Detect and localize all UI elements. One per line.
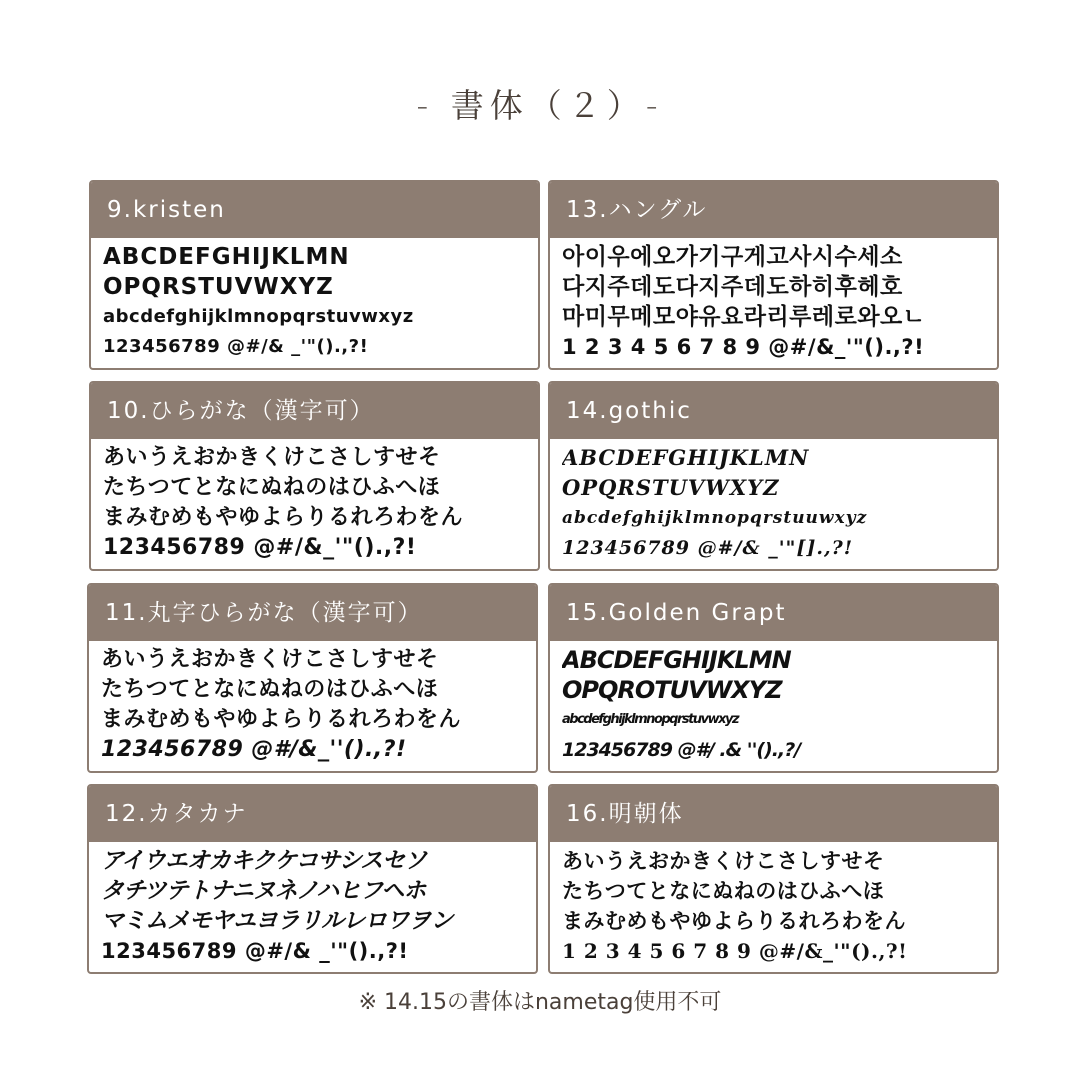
font-card-hangul [548, 180, 999, 370]
sample-line: 123456789 @#/&_'"().,?! [103, 535, 417, 560]
font-card-label: 11.丸字ひらがな（漢字可） [89, 585, 536, 641]
sample-line: 마미무메모야유요라리루레로와오ㄴ [562, 304, 926, 330]
font-card-golden-grapt [548, 583, 999, 773]
sample-line: 123456789 @#/& _'"().,?! [103, 336, 369, 357]
sample-line: あいうえおかきくけこさしすせそ [101, 647, 439, 672]
sample-line: たちつてとなにぬねのはひふへほ [562, 878, 885, 903]
font-card-mincho [548, 784, 999, 974]
sample-line: まみむめもやゆよらりるれろわをん [562, 908, 906, 933]
font-card-label: 9.kristen [91, 182, 538, 238]
font-card-round-hiragana [87, 583, 538, 773]
sample-line: 123456789 @#/&_''().,?! [101, 737, 407, 762]
sample-line: abcdefghijklmnopqrstuvwxyz [562, 712, 739, 727]
sample-line: あいうえおかきくけこさしすせそ [103, 445, 441, 470]
font-card-label: 14.gothic [550, 383, 997, 439]
sample-line: OPQRSTUVWXYZ [562, 475, 780, 500]
sample-line: 123456789 @#/& _'"[].,?! [562, 537, 854, 559]
sample-line: マミムメモヤユヨラリルレロワヲン [101, 908, 453, 934]
sample-line: ABCDEFGHIJKLMN [562, 646, 791, 674]
sample-line: OPQROTUVWXYZ [562, 676, 782, 704]
sample-line: 아이우에오가기구게고사시수세소 [562, 244, 903, 270]
font-card-katakana [87, 784, 538, 974]
sample-line: たちつてとなにぬねのはひふへほ [103, 475, 441, 500]
font-card-hiragana [89, 381, 540, 571]
sample-line: アイウエオカキクケコサシスセソ [101, 848, 427, 874]
sample-line: タチツテトナニヌネノハヒフヘホ [101, 878, 426, 904]
sample-line: abcdefghijklmnopqrstuvwxyz [103, 306, 414, 327]
sample-line: OPQRSTUVWXYZ [103, 274, 334, 300]
sample-line: まみむめもやゆよらりるれろわをん [103, 505, 464, 530]
font-card-label: 13.ハングル [550, 182, 997, 238]
sample-line: 123456789 @#/& _'"().,?! [101, 939, 409, 963]
font-card-label: 15.Golden Grapt [550, 585, 997, 641]
font-card-gothic [548, 381, 999, 571]
sample-line: 1 2 3 4 5 6 7 8 9 @#/&_'"().,?! [562, 335, 925, 359]
font-card-kristen [89, 180, 540, 370]
sample-line: 1 2 3 4 5 6 7 8 9 @#/&_'"().,?! [562, 939, 908, 963]
page-title: - 書体（２）- [416, 86, 664, 125]
sample-line: ABCDEFGHIJKLMN [562, 445, 810, 470]
sample-line: 123456789 @#/ .& ''().,?/ [562, 739, 801, 761]
sample-line: 다지주데도다지주데도하히후헤호 [562, 274, 903, 300]
sample-line: abcdefghijklmnopqrstuuwxyz [562, 508, 868, 528]
footnote: ※ 14.15の書体はnametag使用不可 [358, 990, 722, 1015]
sample-line: まみむめもやゆよらりるれろわをん [101, 707, 462, 732]
sample-line: ABCDEFGHIJKLMN [103, 244, 350, 270]
sample-line: あいうえおかきくけこさしすせそ [562, 848, 885, 873]
sample-line: たちつてとなにぬねのはひふへほ [101, 677, 439, 702]
font-card-label: 16.明朝体 [550, 786, 997, 842]
font-card-label: 10.ひらがな（漢字可） [91, 383, 538, 439]
font-card-label: 12.カタカナ [89, 786, 536, 842]
